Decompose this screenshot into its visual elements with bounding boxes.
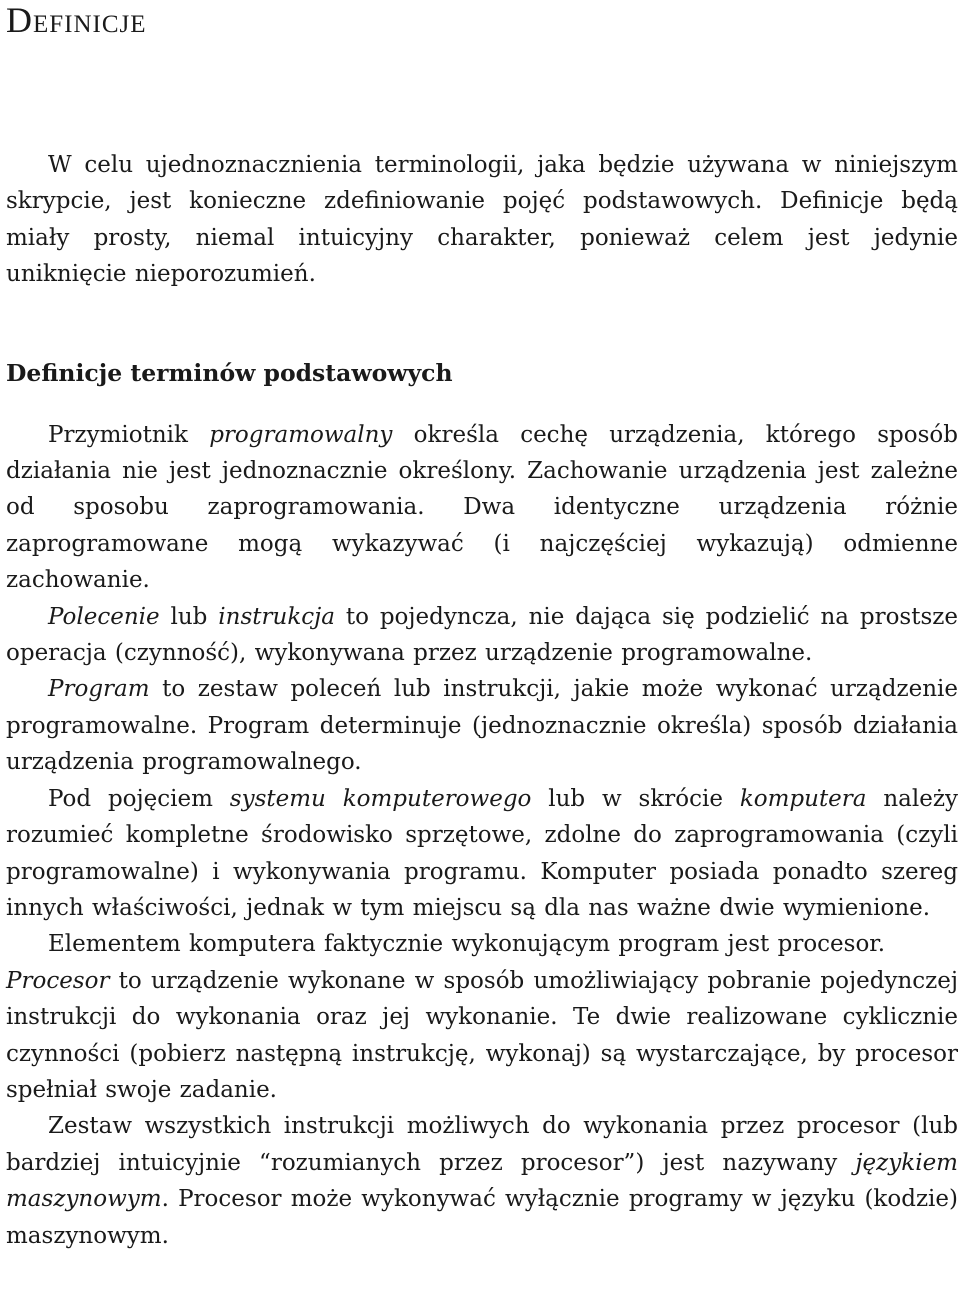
text-run: określa cechę urządzenia, którego sposób działania nie jest jednoznacznie określony. Zachowanie urządzenia jest zależne od sposobu zaprogramowania. Dwa identyczne urządzenia różnie zaprogramowane mogą wykazywać (i najczęściej wykazują) odmienne zachowanie. (6, 421, 958, 594)
definition-program (6, 671, 958, 780)
defined-term: programowalny (209, 421, 393, 448)
text-run: . Procesor może wykonywać wyłącznie programy w języku (kodzie) maszynowym. (6, 1186, 958, 1249)
document-page (6, 0, 958, 1254)
text-run: to pojedyncza, nie dająca się podzielić na prostsze operacja (czynność), wykonywana przez urządzenie programowalne. (6, 603, 959, 667)
definition-procesor (6, 963, 958, 1109)
text-run: Zestaw wszystkich instrukcji możliwych do wykonania przez procesor (lub bardziej intuicyjnie “rozumianych przez procesor”) jest nazywany (6, 1113, 958, 1176)
intro-paragraph: W celu ujednoznacznienia terminologii, jaka będzie używana w niniejszym skrypcie, jest konieczne zdefiniowanie pojęć podstawowych. Definicje będą miały prosty, niemal intuicyjny charakter, ponieważ celem jest jedynie uniknięcie nieporozumień. (6, 152, 958, 288)
defined-term: językiem maszynowym (6, 1149, 958, 1213)
definition-system-komputerowy (6, 781, 958, 927)
chapter-title: Definicje (6, 0, 147, 40)
text-run: Elementem komputera faktycznie wykonującym program jest procesor. (48, 931, 886, 958)
text-run: to zestaw poleceń lub instrukcji, jakie może wykonać urządzenie programowalne. Program determinuje (jednoznacznie określa) sposób działania urządzenia programowalnego. (6, 676, 958, 776)
statement-procesor (6, 926, 958, 962)
defined-term: Polecenie (48, 603, 160, 630)
text-run: należy rozumieć kompletne środowisko sprzętowe, zdolne do zaprogramowania (czyli programowalne) i wykonywania programu. Komputer posiada ponadto szereg innych właściwości, jednak w tym miejscu są dla nas ważne dwie wymienione. (6, 785, 958, 921)
text-run: lub w skrócie (531, 785, 740, 812)
defined-term: Program (48, 676, 150, 703)
text-run: to urządzenie wykonane w sposób umożliwiający pobranie pojedynczej instrukcji do wykonania oraz jej wykonanie. Te dwie realizowane cyklicznie czynności (pobierz następną instrukcję, wykonaj) są wystarczające, by procesor spełniał swoje zadanie. (6, 967, 958, 1103)
text-run: Pod pojęciem (48, 785, 230, 812)
defined-term: instrukcja (218, 603, 335, 630)
text-run: Przymiotnik (48, 421, 210, 448)
definition-programowalny (6, 417, 958, 599)
definition-polecenie (6, 599, 958, 672)
defined-term: komputera (739, 785, 867, 812)
definition-jezyk-maszynowy (6, 1108, 958, 1254)
section-title: Definicje terminów podstawowych (6, 358, 453, 387)
defined-term: systemu komputerowego (229, 785, 532, 812)
text-run: lub (159, 603, 219, 630)
defined-term: Procesor (6, 967, 110, 994)
